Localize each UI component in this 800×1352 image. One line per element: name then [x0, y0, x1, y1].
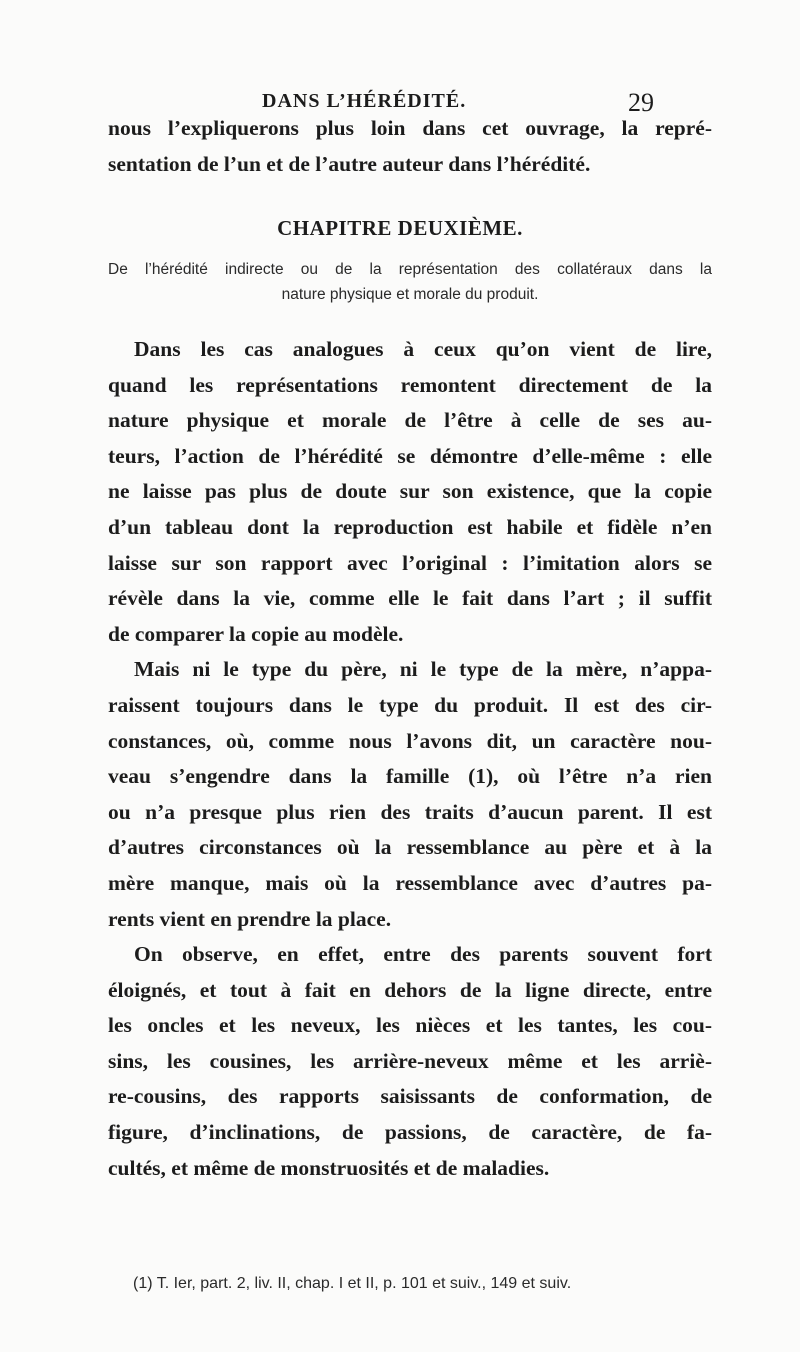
text-line: constances, où, comme nous l’avons dit, un caractère nou- [108, 728, 712, 753]
text-line: laisse sur son rapport avec l’original : l’imitation alors se [108, 550, 712, 575]
text-line: raissent toujours dans le type du produit. Il est des cir- [108, 692, 712, 717]
text-line: On observe, en effet, entre des parents souvent fort [134, 942, 712, 967]
chapter-title: CHAPITRE DEUXIÈME. [277, 216, 523, 240]
text-line: d’autres circonstances où la ressemblance au père et à la [108, 835, 712, 860]
page-number: 29 [628, 88, 654, 117]
chapter-body [108, 332, 712, 1186]
text-line: quand les représentations remontent directement de la [108, 372, 712, 397]
text-line: cultés, et même de monstruosités et de maladies. [108, 1155, 550, 1180]
running-title: DANS L’HÉRÉDITÉ. [262, 90, 467, 112]
text-line: révèle dans la vie, comme elle le fait dans l’art ; il suffit [108, 586, 712, 611]
text-line: éloignés, et tout à fait en dehors de la ligne directe, entre [108, 977, 712, 1002]
text-line: sentation de l’un et de l’autre auteur dans l’hérédité. [108, 151, 591, 176]
text-line: nous l’expliquerons plus loin dans cet ouvrage, la repré- [108, 116, 712, 140]
summary-line: nature physique et morale du produit. [281, 286, 539, 303]
text-line: ou n’a presque plus rien des traits d’aucun parent. Il est [108, 799, 712, 824]
summary-line: De l’hérédité indirecte ou de la représentation des collatéraux dans la [108, 261, 712, 278]
text-line: nature physique et morale de l’être à celle de ses au- [108, 408, 712, 433]
text-line: de comparer la copie au modèle. [108, 621, 404, 646]
text-line: Dans les cas analogues à ceux qu’on vient de lire, [134, 337, 712, 361]
chapter-summary [108, 257, 712, 307]
text-line: re-cousins, des rapports saisissants de conformation, de [108, 1084, 712, 1109]
text-line: mère manque, mais où la ressemblance avec d’autres pa- [108, 870, 712, 895]
text-line: rents vient en prendre la place. [108, 906, 392, 931]
footnote: (1) T. Ier, part. 2, liv. II, chap. I et II, p. 101 et suiv., 149 et suiv. [133, 1275, 572, 1292]
text-line: les oncles et les neveux, les nièces et les tantes, les cou- [108, 1013, 712, 1038]
text-line: Mais ni le type du père, ni le type de la mère, n’appa- [134, 657, 712, 682]
text-line: sins, les cousines, les arrière-neveux même et les arriè- [108, 1048, 712, 1073]
text-line: teurs, l’action de l’hérédité se démontre d’elle-même : elle [108, 443, 712, 468]
intro-paragraph [108, 111, 712, 182]
text-line: ne laisse pas plus de doute sur son existence, que la copie [108, 479, 712, 504]
text-line: veau s’engendre dans la famille (1), où l’être n’a rien [108, 764, 712, 789]
text-line: d’un tableau dont la reproduction est habile et fidèle n’en [108, 514, 712, 539]
text-line: figure, d’inclinations, de passions, de caractère, de fa- [108, 1120, 712, 1145]
